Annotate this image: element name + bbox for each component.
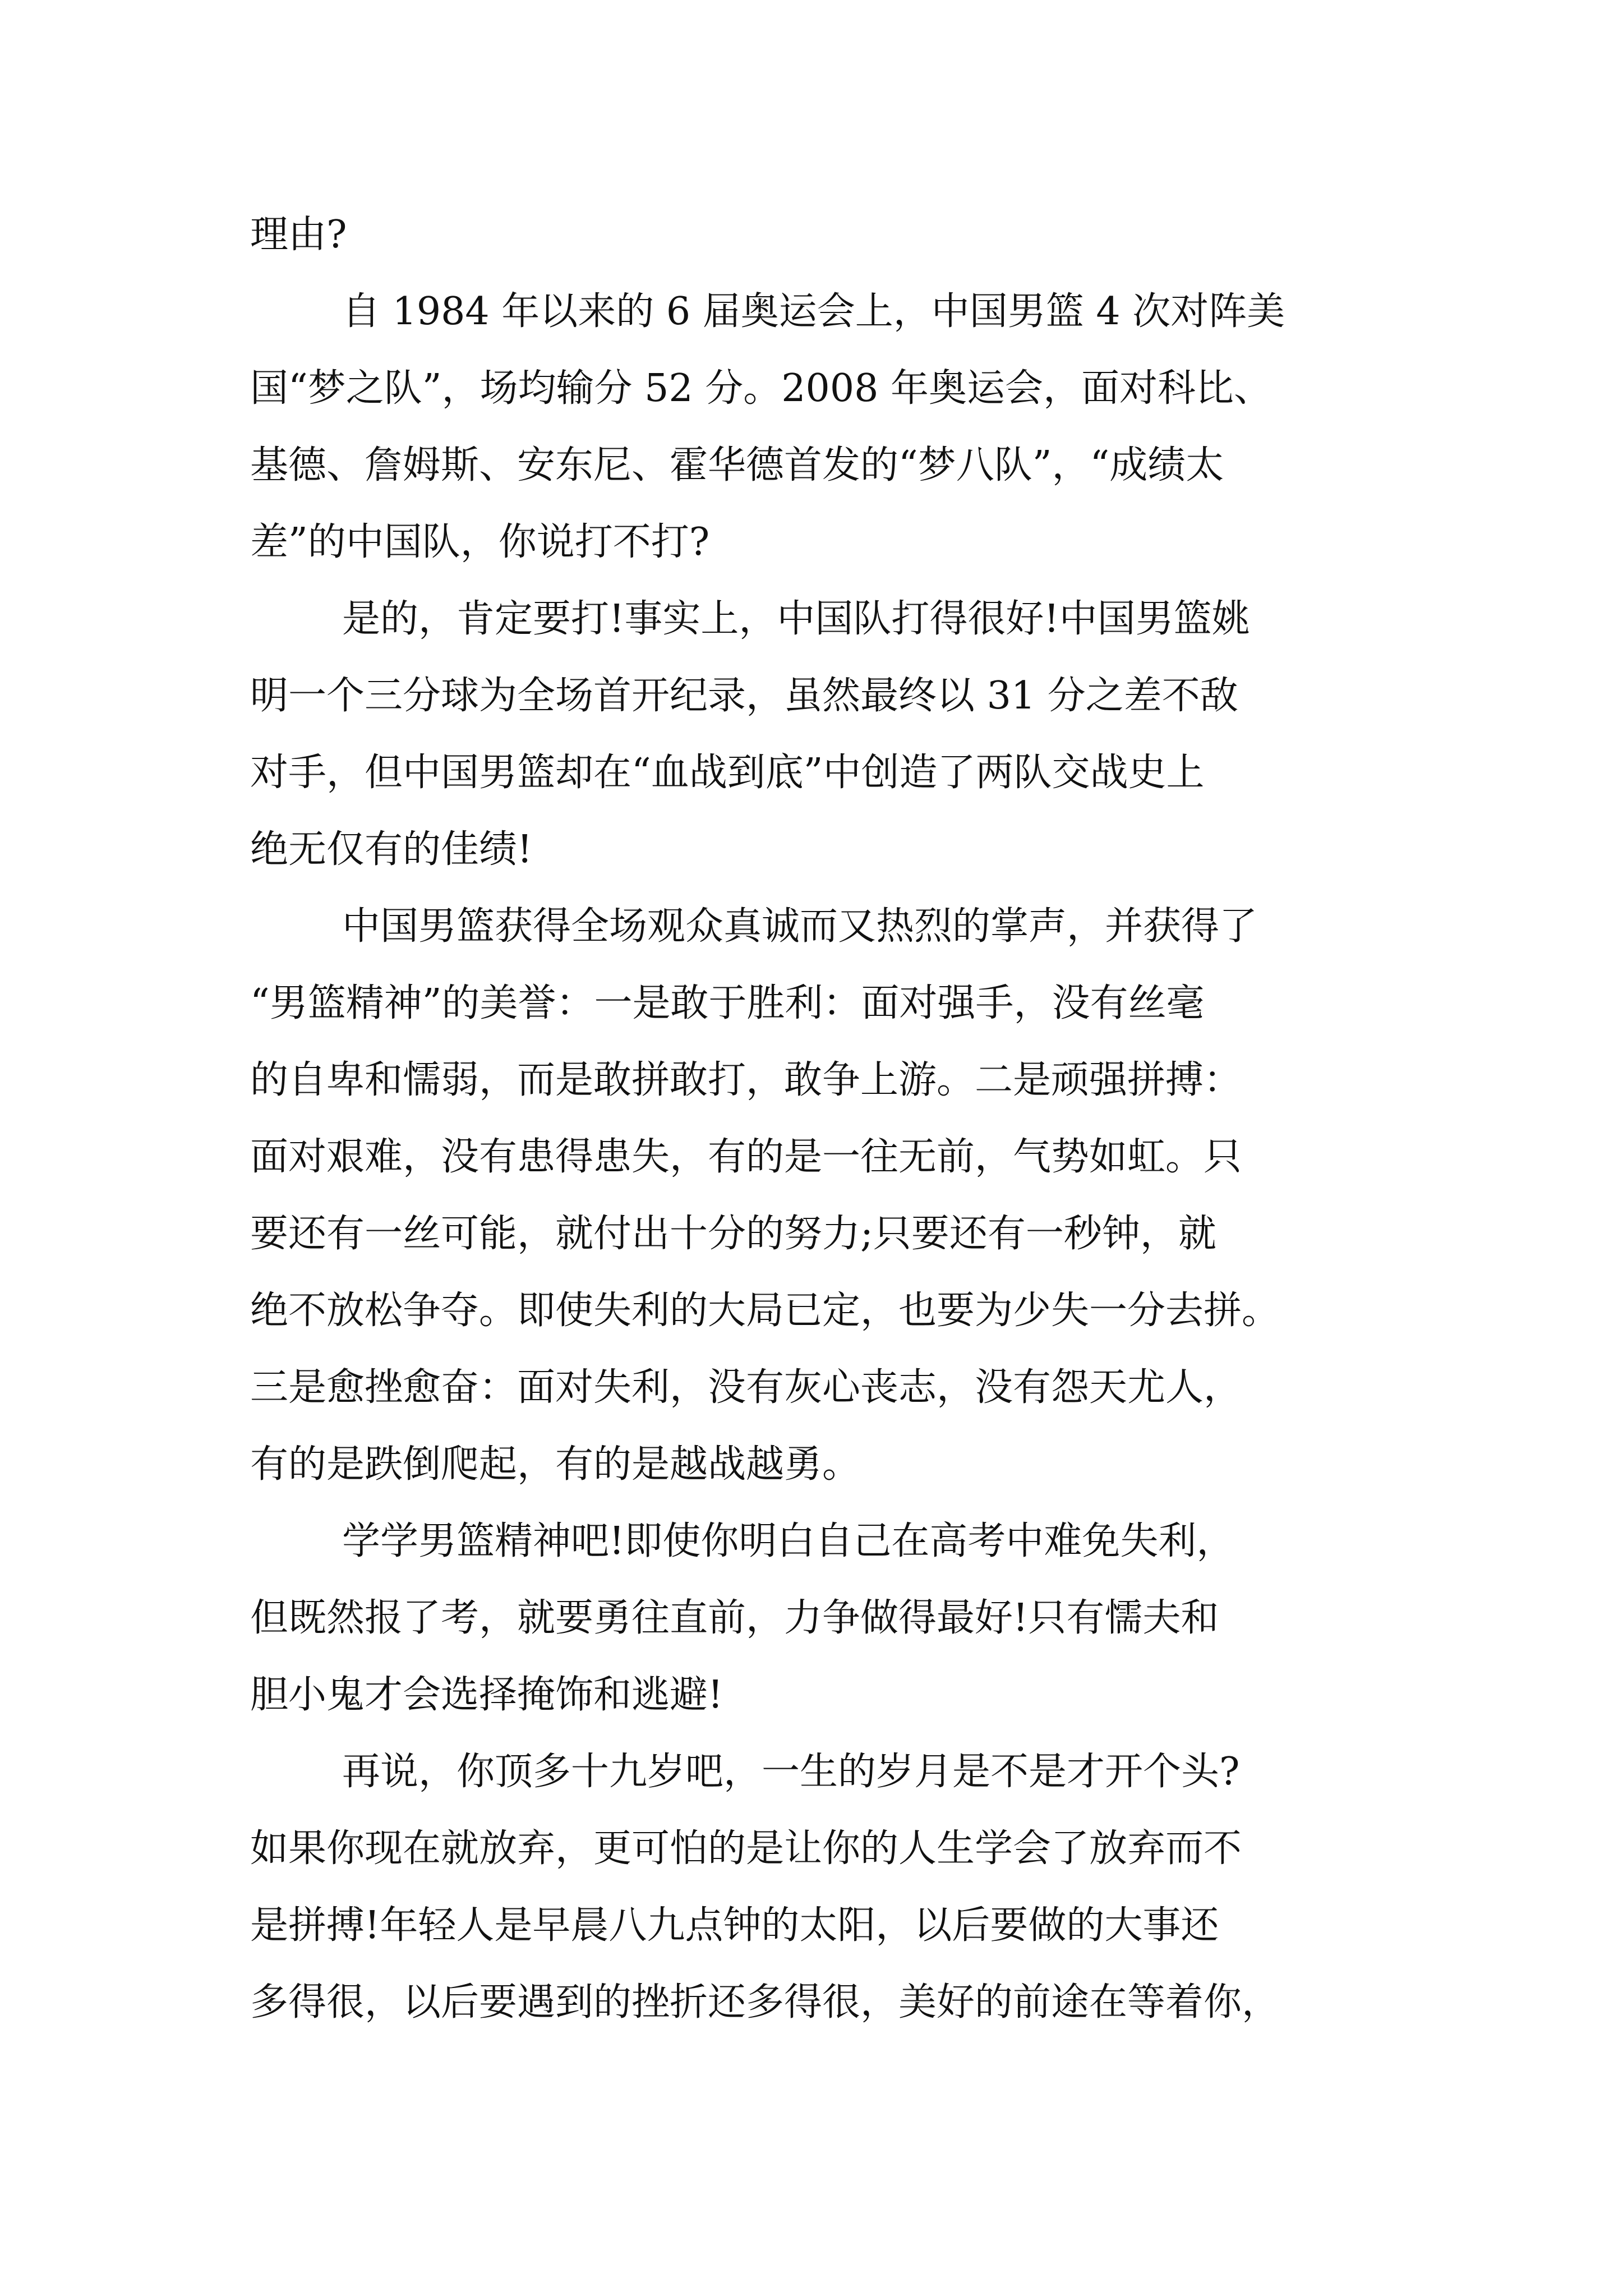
paragraph-4-line-6: 绝不放松争夺。即使失利的大局已定，也要为少失一分去拼。	[250, 1289, 1280, 1333]
paragraph-2-line-4: 差”的中国队，你说打不打?	[250, 520, 710, 564]
paragraph-3-line-1: 是的，肯定要打!事实上，中国队打得很好!中国男篮姚	[342, 597, 1250, 641]
paragraph-2-line-2: 国“梦之队”，场均输分 52 分。2008 年奥运会，面对科比、	[250, 366, 1272, 411]
paragraph-4-line-5: 要还有一丝可能，就付出十分的努力;只要还有一秒钟，就	[250, 1212, 1216, 1256]
paragraph-4-line-7: 三是愈挫愈奋：面对失利，没有灰心丧志，没有怨天尤人，	[250, 1365, 1242, 1410]
paragraph-4-line-3: 的自卑和懦弱，而是敢拼敢打，敢争上游。二是顽强拼搏：	[250, 1058, 1242, 1102]
paragraph-6-line-1: 再说，你顶多十九岁吧，一生的岁月是不是才开个头?	[342, 1750, 1240, 1794]
paragraph-4-line-2: “男篮精神”的美誉：一是敢于胜利：面对强手，没有丝毫	[250, 981, 1205, 1025]
paragraph-1-line-1: 理由?	[250, 213, 347, 257]
paragraph-3-line-2: 明一个三分球为全场首开纪录，虽然最终以 31 分之差不敌	[250, 674, 1238, 718]
paragraph-3-line-4: 绝无仅有的佳绩!	[250, 827, 533, 872]
paragraph-6-line-2: 如果你现在就放弃，更可怕的是让你的人生学会了放弃而不	[250, 1826, 1242, 1871]
paragraph-2-line-3: 基德、詹姆斯、安东尼、霍华德首发的“梦八队”，“成绩太	[250, 443, 1224, 487]
paragraph-2-line-1: 自 1984 年以来的 6 届奥运会上，中国男篮 4 次对阵美	[342, 289, 1285, 334]
paragraph-5-line-3: 胆小鬼才会选择掩饰和逃避!	[250, 1673, 723, 1717]
paragraph-4-line-1: 中国男篮获得全场观众真诚而又热烈的掌声，并获得了	[342, 904, 1258, 949]
paragraph-5-line-2: 但既然报了考，就要勇往直前，力争做得最好!只有懦夫和	[250, 1596, 1219, 1640]
paragraph-4-line-4: 面对艰难，没有患得患失，有的是一往无前，气势如虹。只	[250, 1135, 1242, 1179]
paragraph-3-line-3: 对手，但中国男篮却在“血战到底”中创造了两队交战史上	[250, 751, 1205, 795]
paragraph-4-line-8: 有的是跌倒爬起，有的是越战越勇。	[250, 1442, 861, 1487]
paragraph-6-line-4: 多得很，以后要遇到的挫折还多得很，美好的前途在等着你，	[250, 1980, 1280, 2024]
paragraph-6-line-3: 是拼搏!年轻人是早晨八九点钟的太阳，以后要做的大事还	[250, 1903, 1219, 1948]
paragraph-5-line-1: 学学男篮精神吧!即使你明白自己在高考中难免失利，	[342, 1519, 1235, 1563]
